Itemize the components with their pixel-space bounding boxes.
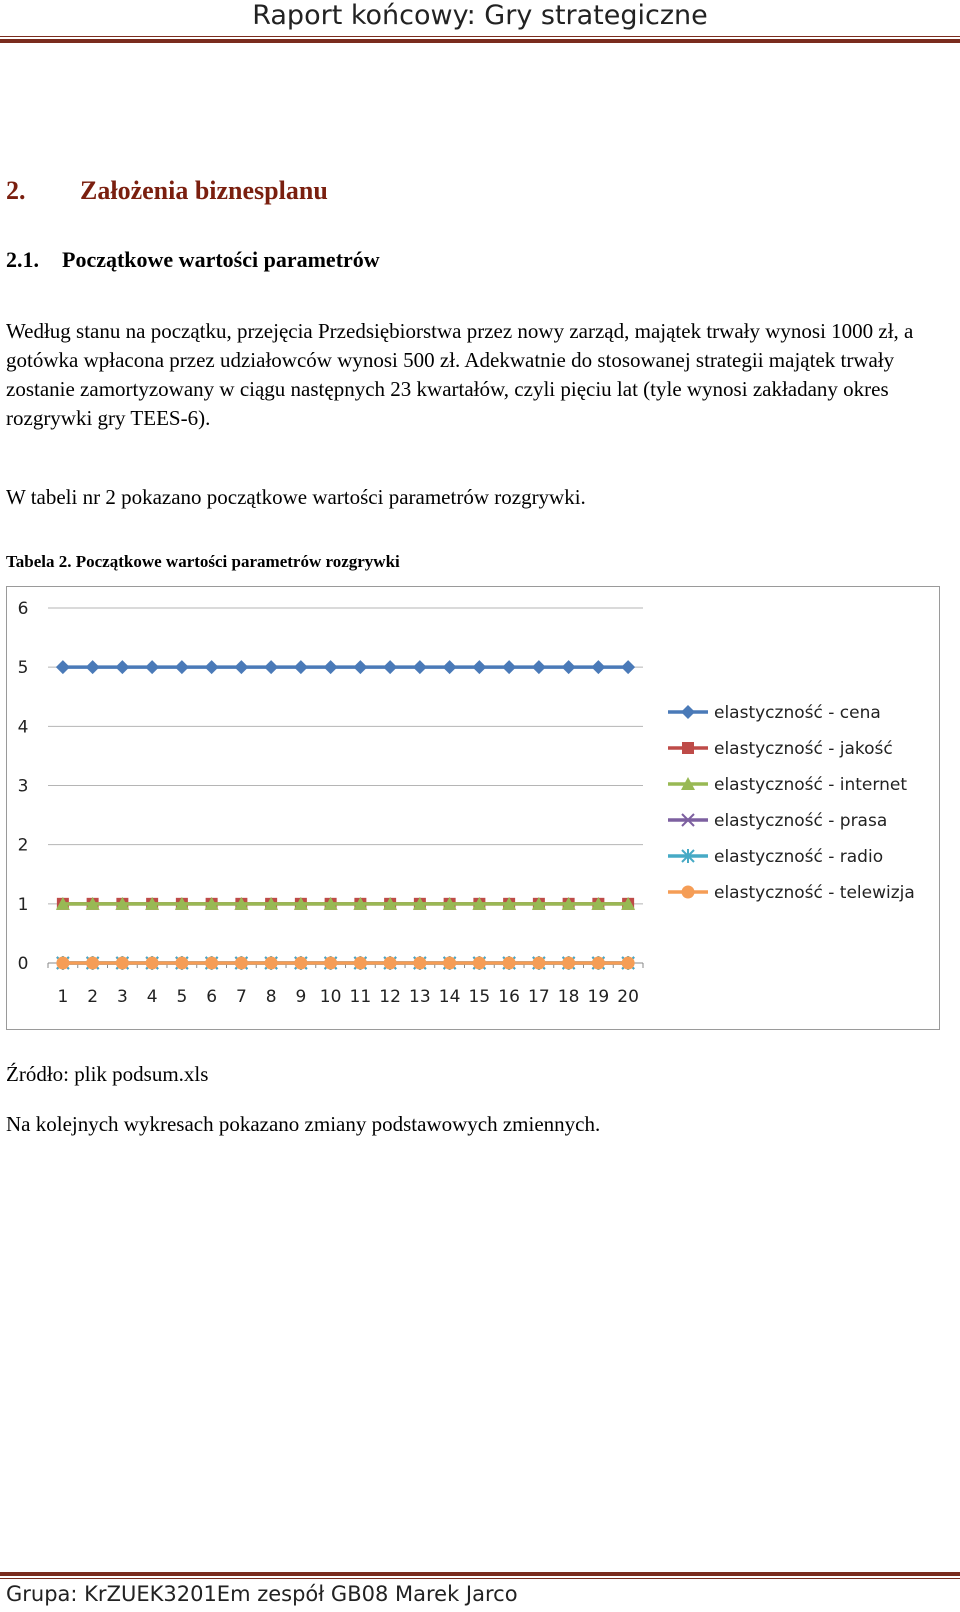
data-point [562, 957, 575, 970]
x-tick-label: 14 [438, 987, 461, 1007]
x-tick-label: 4 [146, 987, 158, 1007]
data-point [175, 957, 188, 970]
subsection-heading [6, 247, 380, 273]
footer-text: Grupa: KrZUEK3201Em zespół GB08 Marek Jarco [6, 1582, 518, 1606]
data-point [413, 660, 427, 674]
data-point [591, 660, 605, 674]
data-point [324, 957, 337, 970]
data-point [86, 957, 99, 970]
y-tick-label: 6 [17, 599, 29, 619]
closing-paragraph: Na kolejnych wykresach pokazano zmiany podstawowych zmiennych. [6, 1112, 601, 1136]
data-point [264, 660, 278, 674]
footer-rule-thin [0, 1578, 960, 1579]
legend-label: elastyczność - cena [714, 703, 881, 723]
legend-label: elastyczność - telewizja [714, 883, 915, 903]
legend-marker [682, 742, 694, 754]
header-rule-thick [0, 39, 960, 43]
footer-rule-thick [0, 1572, 960, 1576]
x-tick-label: 12 [379, 987, 401, 1007]
data-point [56, 660, 70, 674]
header-rule-thin [0, 36, 960, 37]
x-tick-label: 1 [57, 987, 69, 1007]
y-tick-label: 4 [17, 717, 29, 738]
x-tick-label: 10 [319, 987, 342, 1007]
section-number: 2. [6, 176, 26, 205]
y-tick-label: 3 [17, 776, 29, 797]
data-point [532, 957, 545, 970]
y-tick-label: 1 [17, 894, 29, 915]
x-tick-label: 11 [349, 987, 372, 1007]
data-point [472, 660, 486, 674]
data-point [205, 957, 218, 970]
data-point [413, 957, 426, 970]
x-tick-label: 13 [409, 987, 431, 1007]
data-point [503, 957, 516, 970]
source-note: Źródło: plik podsum.xls [6, 1062, 209, 1086]
intro-paragraph: Według stanu na początku, przejęcia Przedsiębiorstwa przez nowy zarząd, majątek trwały wynosi 1000 zł, a gotówka wpłacona przez udziałowców wynosi 500 zł. Adekwatnie do stosowanej strategii majątek trwały zostanie zamortyzowany w ciągu następnych 23 kwartałów, czyli pięciu lat (tyle wynosi zakładany okres rozgrywki gry TEES-6). [6, 319, 914, 430]
data-point [56, 957, 69, 970]
data-point [175, 660, 189, 674]
data-point [265, 957, 278, 970]
page-header-title: Raport końcowy: Gry strategiczne [252, 0, 708, 31]
data-point [502, 660, 516, 674]
x-tick-label: 15 [468, 987, 491, 1007]
section-heading [6, 176, 328, 206]
y-tick-label: 0 [17, 954, 29, 974]
data-point [621, 660, 635, 674]
y-tick-label: 5 [17, 658, 29, 679]
x-tick-label: 3 [116, 987, 128, 1007]
legend-marker [682, 886, 695, 899]
data-point [116, 957, 129, 970]
legend-label: elastyczność - radio [714, 847, 884, 867]
x-tick-label: 6 [206, 987, 218, 1007]
legend-marker [681, 705, 695, 719]
legend-label: elastyczność - prasa [714, 811, 888, 831]
data-point [115, 660, 129, 674]
x-tick-label: 20 [617, 987, 639, 1007]
data-point [443, 660, 457, 674]
x-tick-label: 16 [498, 987, 520, 1007]
data-point [622, 957, 635, 970]
data-point [473, 957, 486, 970]
data-point [86, 660, 100, 674]
chart-caption: Tabela 2. Początkowe wartości parametrów rozgrywki [6, 552, 400, 571]
x-tick-label: 17 [528, 987, 550, 1007]
section-title: Założenia biznesplanu [80, 176, 328, 205]
x-tick-label: 9 [295, 987, 307, 1007]
data-point [354, 957, 367, 970]
chart-frame [6, 586, 940, 1030]
data-point [294, 957, 307, 970]
data-point [592, 957, 605, 970]
x-tick-label: 18 [557, 987, 580, 1007]
x-tick-label: 5 [176, 987, 188, 1007]
line-chart [7, 587, 941, 1031]
data-point [562, 660, 576, 674]
data-point [443, 957, 456, 970]
x-tick-label: 8 [265, 987, 277, 1007]
data-point [234, 660, 248, 674]
x-tick-label: 2 [87, 987, 99, 1007]
data-point [384, 957, 397, 970]
data-point [383, 660, 397, 674]
data-point [205, 660, 219, 674]
data-point [294, 660, 308, 674]
data-point [532, 660, 546, 674]
x-tick-label: 7 [235, 987, 247, 1007]
legend-label: elastyczność - internet [714, 775, 907, 795]
y-tick-label: 2 [17, 835, 29, 856]
x-tick-label: 19 [587, 987, 610, 1007]
legend-label: elastyczność - jakość [714, 739, 893, 759]
subsection-title: Początkowe wartości parametrów [62, 247, 380, 272]
data-point [145, 660, 159, 674]
data-point [353, 660, 367, 674]
data-point [146, 957, 159, 970]
subsection-number: 2.1. [6, 247, 39, 272]
table-reference-paragraph: W tabeli nr 2 pokazano początkowe wartości parametrów rozgrywki. [6, 485, 586, 509]
data-point [324, 660, 338, 674]
data-point [235, 957, 248, 970]
